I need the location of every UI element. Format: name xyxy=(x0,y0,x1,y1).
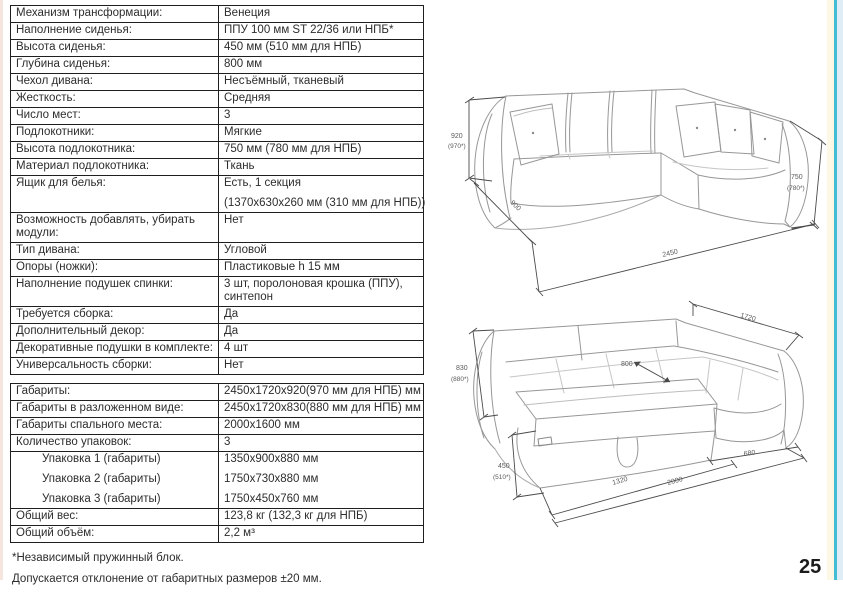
dim-depth-label: 900 xyxy=(508,199,522,213)
table-row xyxy=(11,176,426,213)
row-label-cell xyxy=(11,509,219,525)
row-label: Число мест: xyxy=(16,109,81,121)
dimensions-table xyxy=(10,383,424,543)
left-page-edge xyxy=(0,0,3,580)
row-label: Механизм трансформации: xyxy=(16,7,163,19)
dim-height-alt-label: (970*) xyxy=(448,143,466,150)
row-label: Материал подлокотника: xyxy=(16,160,150,172)
row-value: 2450х1720х830(880 мм для НПБ) мм xyxy=(224,402,421,414)
row-value: 800 мм xyxy=(224,58,263,70)
row-value-cell xyxy=(219,358,423,374)
row-value: 2450х1720х920(970 мм для НПБ) мм xyxy=(224,385,421,397)
row-label: Ящик для белья: xyxy=(16,177,106,189)
row-label: Количество упаковок: xyxy=(16,436,132,448)
row-value-cell xyxy=(219,526,423,542)
row-value-cell xyxy=(219,108,423,124)
footnote-spring-block: *Независимый пружинный блок. xyxy=(12,552,184,564)
table-row xyxy=(11,384,423,401)
row-value-cell xyxy=(219,277,423,306)
spec-sheet xyxy=(10,5,424,594)
row-value-cell xyxy=(219,509,423,525)
row-label: Тип дивана: xyxy=(16,244,80,256)
row-label: Упаковка 3 (габариты) xyxy=(42,493,161,505)
row-label: Габариты спального места: xyxy=(16,419,163,431)
row-value: 3 xyxy=(224,436,231,448)
row-label-cell xyxy=(11,213,219,242)
row-value-cell xyxy=(219,435,423,451)
table-row xyxy=(11,74,423,91)
dim-arm-height-alt-label: (780*) xyxy=(787,185,805,192)
dim-seat-depth-label: 800 xyxy=(621,361,633,368)
row-label: Упаковка 2 (габариты) xyxy=(42,473,161,485)
row-value-cell xyxy=(219,243,423,259)
row-value: Нет xyxy=(224,214,244,226)
row-value: 2000х1600 мм xyxy=(224,419,300,431)
row-label: Общий объём: xyxy=(16,527,95,539)
row-label: Жесткость: xyxy=(16,92,76,104)
footnotes xyxy=(10,552,424,585)
row-value-cell xyxy=(219,91,423,107)
row-label: Опоры (ножки): xyxy=(16,261,99,273)
row-label-cell xyxy=(11,74,219,90)
table-row xyxy=(11,307,423,324)
dim-bed-height-label: 450 xyxy=(498,463,510,470)
row-value-cell xyxy=(219,159,423,175)
row-label-cell xyxy=(11,401,219,417)
row-value: 750 мм (780 мм для НПБ) xyxy=(224,143,362,155)
row-value-cell xyxy=(219,324,423,340)
table-row xyxy=(11,401,423,418)
row-label-cell xyxy=(11,40,219,56)
row-value-cell xyxy=(219,452,423,508)
row-label-cell xyxy=(11,23,219,39)
row-value-cell xyxy=(219,341,423,357)
row-label-cell xyxy=(11,418,219,434)
row-label-cell xyxy=(11,526,219,542)
dim-bed-length-label: 2000 xyxy=(666,476,684,487)
row-value: Мягкие xyxy=(224,126,262,138)
table-row xyxy=(11,6,423,23)
dim-bed-section-label: 1320 xyxy=(611,475,629,487)
table-row xyxy=(11,526,423,542)
table-row xyxy=(11,243,423,260)
row-value: 3 шт, поролоновая крошка (ППУ), xyxy=(224,278,403,290)
row-label-cell xyxy=(11,6,219,22)
row-label-cell xyxy=(11,435,219,451)
table-row xyxy=(11,452,423,509)
row-label: Общий вес: xyxy=(16,510,79,522)
row-label-cell xyxy=(11,243,219,259)
row-label: Наполнение подушек спинки: xyxy=(16,278,173,290)
row-value-cell xyxy=(219,176,428,212)
row-label-cell xyxy=(11,125,219,141)
row-value-cell xyxy=(219,401,424,417)
assembled-sofa-drawing xyxy=(448,62,833,297)
row-value-cell xyxy=(219,213,423,242)
dim-corner-depth-label: 680 xyxy=(743,449,756,458)
row-value-cell xyxy=(219,57,423,73)
row-label-cell xyxy=(11,159,219,175)
page-edge-cream xyxy=(827,0,834,580)
row-label-cell xyxy=(11,324,219,340)
row-label-cell xyxy=(11,260,219,276)
table-row xyxy=(11,260,423,277)
row-value: Да xyxy=(224,325,239,337)
row-value-cell xyxy=(219,142,423,158)
row-value: Ткань xyxy=(224,160,255,172)
row-label-cell xyxy=(11,358,219,374)
row-label: Габариты в разложенном виде: xyxy=(16,402,184,414)
row-label: Декоративные подушки в комплекте: xyxy=(16,342,213,354)
footnote-tolerance: Допускается отклонение от габаритных размеров ±20 мм. xyxy=(12,573,322,585)
table-row xyxy=(11,213,423,243)
row-value: Средняя xyxy=(224,92,271,104)
row-label-cell xyxy=(11,277,219,306)
sofa-bed-outline xyxy=(474,319,804,488)
dim-height-label: 830 xyxy=(456,365,468,372)
row-label: Универсальность сборки: xyxy=(16,359,152,371)
spec-table xyxy=(10,5,424,375)
table-row xyxy=(11,142,423,159)
dim-bed-height-alt-label: (510*) xyxy=(493,474,511,481)
row-label: Возможность добавлять, убирать xyxy=(16,214,195,226)
table-row xyxy=(11,91,423,108)
dim-height-alt-label: (880*) xyxy=(451,376,469,383)
row-value: синтепон xyxy=(224,291,274,303)
row-label: Габариты: xyxy=(16,385,71,397)
unfolded-sofa-drawing xyxy=(448,300,810,545)
dim-height-label: 920 xyxy=(451,133,463,140)
row-label-cell xyxy=(11,307,219,323)
row-label-cell xyxy=(11,57,219,73)
row-label: модули: xyxy=(16,227,59,239)
row-label-cell xyxy=(11,452,219,508)
sofa-outline xyxy=(475,89,809,229)
dim-top-width-label: 1720 xyxy=(739,312,757,324)
row-value: Нет xyxy=(224,359,244,371)
row-label-cell xyxy=(11,91,219,107)
table-row xyxy=(11,435,423,452)
row-label: Требуется сборка: xyxy=(16,308,114,320)
row-value: 3 xyxy=(224,109,231,121)
row-label: Упаковка 1 (габариты) xyxy=(42,453,161,465)
table-row xyxy=(11,418,423,435)
row-value-cell xyxy=(219,125,423,141)
row-value-cell xyxy=(219,418,423,434)
dimension-lines xyxy=(465,97,826,296)
row-value: Угловой xyxy=(224,244,267,256)
row-label: Глубина сиденья: xyxy=(16,58,111,70)
row-label-cell xyxy=(11,176,219,212)
pillow-buttons xyxy=(532,127,766,140)
row-value: ППУ 100 мм ST 22/36 или НПБ* xyxy=(224,24,394,36)
page-number: 25 xyxy=(799,556,822,578)
row-value: Несъёмный, тканевый xyxy=(224,75,344,87)
row-value-cell xyxy=(219,307,423,323)
row-value: 450 мм (510 мм для НПБ) xyxy=(224,41,362,53)
row-value: 123,8 кг (132,3 кг для НПБ) xyxy=(224,510,368,522)
table-row xyxy=(11,358,423,374)
dim-width-label: 2450 xyxy=(661,248,679,259)
table-row xyxy=(11,57,423,74)
row-value: Да xyxy=(224,308,239,320)
row-label: Наполнение сиденья: xyxy=(16,24,132,36)
table-row xyxy=(11,40,423,57)
table-row xyxy=(11,23,423,40)
row-value: (1370х630х260 мм (310 мм для НПБ)) xyxy=(224,197,426,209)
row-value: 2,2 м³ xyxy=(224,527,255,539)
row-value: Пластиковые h 15 мм xyxy=(224,261,340,273)
table-row xyxy=(11,509,423,526)
row-label: Подлокотники: xyxy=(16,126,95,138)
row-value-cell xyxy=(219,40,423,56)
table-row xyxy=(11,125,423,142)
row-label-cell xyxy=(11,142,219,158)
row-value-cell xyxy=(219,6,423,22)
row-value: Венеция xyxy=(224,7,271,19)
row-label-cell xyxy=(11,108,219,124)
right-edge-panel xyxy=(837,0,843,580)
row-label: Дополнительный декор: xyxy=(16,325,145,337)
row-value: 1350х900х880 мм xyxy=(224,453,319,465)
row-label: Высота подлокотника: xyxy=(16,143,136,155)
row-value: 4 шт xyxy=(224,342,249,354)
row-value: Есть, 1 секция xyxy=(224,177,301,189)
table-row xyxy=(11,159,423,176)
row-label-cell xyxy=(11,341,219,357)
row-value-cell xyxy=(219,74,423,90)
table-row xyxy=(11,277,423,307)
dim-arm-height-label: 750 xyxy=(791,174,803,181)
dimension-lines xyxy=(469,301,807,527)
table-row xyxy=(11,324,423,341)
row-value: 1750х730х880 мм xyxy=(224,473,319,485)
row-label: Чехол дивана: xyxy=(16,75,93,87)
row-label-cell xyxy=(11,384,219,400)
row-value: 1750х450х760 мм xyxy=(224,493,319,505)
row-value-cell xyxy=(219,260,423,276)
table-row xyxy=(11,108,423,125)
row-value-cell xyxy=(219,23,423,39)
table-row xyxy=(11,341,423,358)
row-label: Высота сиденья: xyxy=(16,41,106,53)
row-value-cell xyxy=(219,384,424,400)
